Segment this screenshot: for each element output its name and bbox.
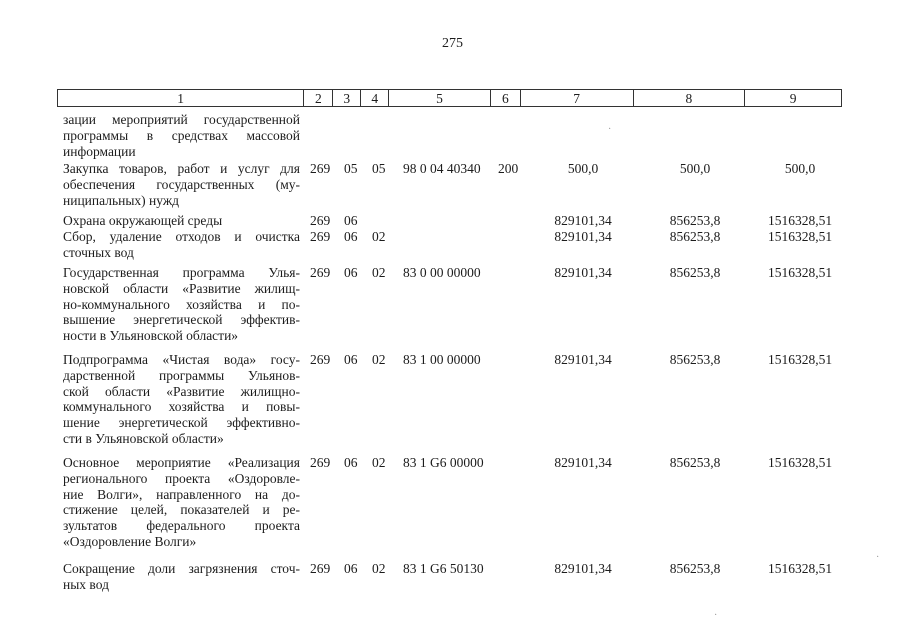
row-name-line: сточных вод xyxy=(63,244,134,260)
cell-col-9: 500,0 xyxy=(784,161,816,176)
header-col-8: 8 xyxy=(634,90,746,106)
cell-col-2: 269 xyxy=(310,213,331,228)
row-name-line: шение энергетической эффективно- xyxy=(63,415,300,431)
scan-speck: · xyxy=(876,552,880,563)
row-name-line: ниципальных) нужд xyxy=(63,192,180,208)
cell-col-9: 1516328,51 xyxy=(767,455,833,470)
cell-col-9: 1516328,51 xyxy=(767,352,833,367)
cell-col-9: 1516328,51 xyxy=(767,229,833,244)
cell-col-4: 02 xyxy=(372,352,386,367)
header-col-5: 5 xyxy=(389,90,491,106)
row-name-line: вышение энергетической эффектив- xyxy=(63,312,300,328)
cell-col-6: 200 xyxy=(498,161,519,176)
cell-col-7: 829101,34 xyxy=(554,265,612,280)
row-name-line: Основное мероприятие «Реализация xyxy=(63,455,300,470)
cell-col-2: 269 xyxy=(310,352,331,367)
row-name-line: регионального проекта «Оздоровле- xyxy=(63,470,300,486)
row-name-line: зультатов федерального проекта xyxy=(63,518,300,534)
row-name-line: программы в средствах массовой xyxy=(63,127,300,143)
cell-col-2: 269 xyxy=(310,455,331,470)
cell-col-2: 269 xyxy=(310,265,331,280)
header-col-9: 9 xyxy=(789,91,797,106)
cell-col-4: 05 xyxy=(372,161,386,176)
scan-speck: · xyxy=(714,610,718,621)
row-name-line: дарственной программы Ульянов- xyxy=(63,367,300,383)
row-name-line: коммунального хозяйства и повы- xyxy=(63,399,300,415)
cell-col-7: 829101,34 xyxy=(554,213,612,228)
cell-col-3: 05 xyxy=(344,161,358,176)
row-name-line: но-коммунального хозяйства и по- xyxy=(63,296,300,312)
header-col-7: 7 xyxy=(521,90,634,106)
row-name-line: ской области «Развитие жилищно- xyxy=(63,383,300,399)
cell-col-7: 829101,34 xyxy=(554,455,612,470)
cell-col-2: 269 xyxy=(310,561,331,576)
table-header xyxy=(57,89,842,107)
cell-col-9: 1516328,51 xyxy=(767,213,833,228)
cell-col-4: 02 xyxy=(372,265,386,280)
row-name-line: ние Волги», направленного на до- xyxy=(63,486,300,502)
row-name-line: ности в Ульяновской области» xyxy=(63,328,239,344)
row-name-line: зации мероприятий государственной xyxy=(63,112,300,127)
row-name-line: стижение целей, показателей и ре- xyxy=(63,502,300,518)
header-col-3: 3 xyxy=(333,90,361,106)
cell-col-3: 06 xyxy=(344,561,358,576)
row-name xyxy=(63,561,300,593)
row-name-line: информации xyxy=(63,143,136,159)
cell-col-3: 06 xyxy=(344,213,358,228)
cell-col-9: 1516328,51 xyxy=(767,561,833,576)
row-name-line: «Оздоровление Волги» xyxy=(63,533,197,549)
header-col-4: 4 xyxy=(361,90,389,106)
cell-col-8: 856253,8 xyxy=(669,229,721,244)
row-name xyxy=(63,229,300,261)
header-col-2: 2 xyxy=(304,90,333,106)
cell-col-5: 98 0 04 40340 xyxy=(403,161,481,176)
cell-col-7: 829101,34 xyxy=(554,352,612,367)
row-name-line: обеспечения государственных (му- xyxy=(63,176,300,192)
row-name-line: сти в Ульяновской области» xyxy=(63,430,224,446)
cell-col-7: 829101,34 xyxy=(554,561,612,576)
cell-col-8: 856253,8 xyxy=(669,455,721,470)
cell-col-4: 02 xyxy=(372,561,386,576)
cell-col-3: 06 xyxy=(344,229,358,244)
row-name xyxy=(63,161,300,208)
cell-col-8: 856253,8 xyxy=(669,213,721,228)
cell-col-5: 83 1 00 00000 xyxy=(403,352,481,367)
cell-col-7: 829101,34 xyxy=(554,229,612,244)
page-number: 275 xyxy=(442,36,463,51)
cell-col-8: 856253,8 xyxy=(669,265,721,280)
header-col-1: 1 xyxy=(58,90,304,106)
row-name-line: новской области «Развитие жилищ- xyxy=(63,280,300,296)
cell-col-3: 06 xyxy=(344,352,358,367)
cell-col-5: 83 0 00 00000 xyxy=(403,265,481,280)
cell-col-7: 500,0 xyxy=(567,161,599,176)
header-col-6: 6 xyxy=(491,90,521,106)
row-name-line: Сокращение доли загрязнения сточ- xyxy=(63,561,300,576)
scan-speck: · xyxy=(608,124,612,135)
cell-col-3: 06 xyxy=(344,265,358,280)
row-name-line: Закупка товаров, работ и услуг для xyxy=(63,161,300,176)
cell-col-5: 83 1 G6 50130 xyxy=(403,561,484,576)
cell-col-8: 856253,8 xyxy=(669,561,721,576)
cell-col-8: 500,0 xyxy=(679,161,711,176)
row-name xyxy=(63,265,300,344)
cell-col-5: 83 1 G6 00000 xyxy=(403,455,484,470)
row-name xyxy=(63,352,300,447)
row-name-line: Государственная программа Улья- xyxy=(63,265,300,280)
row-name-line: ных вод xyxy=(63,576,109,592)
row-name xyxy=(63,455,300,550)
row-name-line: Сбор, удаление отходов и очистка xyxy=(63,229,300,244)
cell-col-3: 06 xyxy=(344,455,358,470)
cell-col-9: 1516328,51 xyxy=(767,265,833,280)
row-name-line: Подпрограмма «Чистая вода» госу- xyxy=(63,352,300,367)
cell-col-4: 02 xyxy=(372,229,386,244)
row-name-line: Охрана окружающей среды xyxy=(63,213,223,228)
cell-col-4: 02 xyxy=(372,455,386,470)
cell-col-2: 269 xyxy=(310,229,331,244)
cell-col-2: 269 xyxy=(310,161,331,176)
cell-col-8: 856253,8 xyxy=(669,352,721,367)
row-name xyxy=(63,112,300,159)
row-name xyxy=(63,213,300,229)
